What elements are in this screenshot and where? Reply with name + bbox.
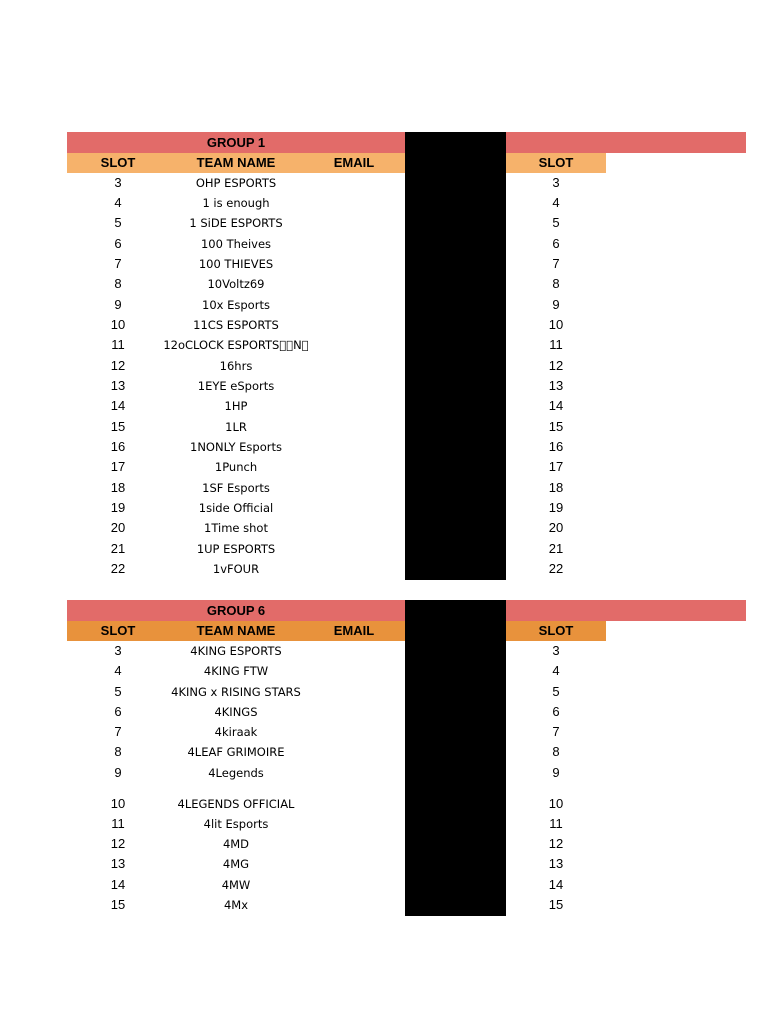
team-name-cell: 4KINGS (214, 705, 258, 719)
slot-cell: 3 (114, 175, 122, 190)
right-slot-cell: 12 (548, 358, 564, 373)
slot-cell: 15 (110, 897, 126, 912)
table-row (0, 417, 768, 437)
team-name-cell: 4Legends (208, 766, 264, 780)
right-slot-cell: 17 (548, 459, 564, 474)
team-name-cell: 4MG (222, 857, 250, 871)
team-name-cell: 4LEAF GRIMOIRE (187, 745, 285, 759)
table-row (0, 742, 768, 762)
right-slot-cell: 8 (552, 744, 560, 759)
right-slot-cell: 8 (552, 276, 560, 291)
team-name-cell: 1HP (224, 399, 248, 413)
slot-cell: 14 (110, 877, 126, 892)
right-slot-cell: 4 (552, 195, 560, 210)
right-slot-cell: 10 (548, 796, 564, 811)
table-row (0, 315, 768, 335)
slot-cell: 4 (114, 663, 122, 678)
table-row (0, 814, 768, 834)
team-name-cell: 4MW (221, 878, 251, 892)
table-row (0, 457, 768, 477)
right-slot-cell: 21 (548, 541, 564, 556)
table-row (0, 834, 768, 854)
slot-cell: 10 (110, 796, 126, 811)
group-title: GROUP 1 (206, 135, 266, 150)
table-row (0, 518, 768, 538)
table-row (0, 396, 768, 416)
table-row (0, 254, 768, 274)
table-row (0, 661, 768, 681)
column-header-row (67, 153, 405, 173)
team-name-cell: 1UP ESPORTS (196, 542, 276, 556)
table-row (0, 213, 768, 233)
team-name-cell: 11CS ESPORTS (193, 318, 279, 332)
team-name-cell: 4KING x RISING STARS (171, 685, 301, 699)
email-column-header: EMAIL (333, 155, 375, 170)
table-row (0, 295, 768, 315)
table-row (0, 875, 768, 895)
slot-cell: 12 (110, 358, 126, 373)
table-row (0, 498, 768, 518)
slot-cell: 9 (114, 297, 122, 312)
right-slot-cell: 16 (548, 439, 564, 454)
slot-cell: 19 (110, 500, 126, 515)
team-name-column-header: TEAM NAME (196, 155, 276, 170)
table-row (0, 193, 768, 213)
right-slot-cell: 12 (548, 836, 564, 851)
team-name-cell: 1NONLY Esports (190, 440, 282, 454)
team-name-cell: 1EYE eSports (197, 379, 275, 393)
column-header-row (67, 621, 405, 641)
team-name-cell: 4KING FTW (203, 664, 269, 678)
team-name-cell: 12oCLOCK ESPORTS⃞⃞N⃞ (163, 338, 309, 352)
redacted-email-block (405, 600, 506, 916)
slot-cell: 14 (110, 398, 126, 413)
table-row (0, 682, 768, 702)
table-row (0, 173, 768, 193)
slot-cell: 7 (114, 724, 122, 739)
redacted-email-block (405, 132, 506, 580)
right-slot-column-header: SLOT (506, 153, 606, 173)
slot-cell: 15 (110, 419, 126, 434)
table-row (0, 478, 768, 498)
slot-cell: 13 (110, 378, 126, 393)
right-slot-cell: 9 (552, 765, 560, 780)
table-row (0, 702, 768, 722)
slot-cell: 11 (111, 816, 125, 831)
table-row (0, 437, 768, 457)
team-name-cell: 100 Theives (200, 237, 272, 251)
team-name-cell: 1vFOUR (212, 562, 260, 576)
team-name-cell: 4Mx (223, 898, 249, 912)
slot-cell: 5 (114, 215, 122, 230)
right-slot-cell: 5 (552, 684, 560, 699)
team-name-cell: 1LR (225, 420, 247, 434)
team-name-cell: 1 SiDE ESPORTS (189, 216, 283, 230)
slot-cell: 7 (114, 256, 122, 271)
slot-cell: 22 (110, 561, 126, 576)
right-slot-cell: 14 (548, 398, 564, 413)
slot-cell: 12 (110, 836, 126, 851)
team-name-cell: 100 THIEVES (198, 257, 274, 271)
slot-cell: 11 (111, 337, 125, 352)
right-slot-cell: 3 (552, 175, 560, 190)
table-row (0, 356, 768, 376)
slot-cell: 10 (110, 317, 126, 332)
right-slot-cell: 4 (552, 663, 560, 678)
right-slot-cell: 9 (552, 297, 560, 312)
slot-cell: 13 (110, 856, 126, 871)
table-row (0, 335, 768, 355)
table-row (0, 641, 768, 661)
slot-cell: 6 (114, 236, 122, 251)
slot-cell: 16 (110, 439, 126, 454)
table-row (0, 722, 768, 742)
slot-cell: 21 (110, 541, 126, 556)
team-name-cell: 1Punch (214, 460, 258, 474)
right-slot-cell: 13 (548, 378, 564, 393)
team-name-cell: 16hrs (219, 359, 253, 373)
group-title: GROUP 6 (206, 603, 266, 618)
right-slot-cell: 7 (552, 724, 560, 739)
table-row (0, 234, 768, 254)
email-column-header: EMAIL (333, 623, 375, 638)
right-slot-cell: 15 (548, 897, 564, 912)
right-slot-cell: 13 (548, 856, 564, 871)
team-name-cell: 1side Official (198, 501, 274, 515)
right-slot-cell: 22 (548, 561, 564, 576)
table-row (0, 376, 768, 396)
slot-column-header: SLOT (100, 623, 136, 638)
right-slot-cell: 7 (552, 256, 560, 271)
team-name-cell: 4MD (222, 837, 250, 851)
right-slot-cell: 6 (552, 704, 560, 719)
right-slot-column-header: SLOT (506, 621, 606, 641)
right-slot-cell: 14 (548, 877, 564, 892)
team-name-column-header: TEAM NAME (196, 623, 276, 638)
right-slot-cell: 18 (548, 480, 564, 495)
team-name-cell: OHP ESPORTS (195, 176, 277, 190)
team-name-cell: 4LEGENDS OFFICIAL (177, 797, 295, 811)
table-row (0, 794, 768, 814)
slot-cell: 3 (114, 643, 122, 658)
right-slot-cell: 19 (548, 500, 564, 515)
right-slot-cell: 20 (548, 520, 564, 535)
slot-cell: 4 (114, 195, 122, 210)
slot-cell: 9 (114, 765, 122, 780)
team-name-cell: 1SF Esports (202, 481, 270, 495)
table-row (0, 559, 768, 579)
table-row (0, 763, 768, 783)
slot-cell: 20 (110, 520, 126, 535)
slot-cell: 5 (114, 684, 122, 699)
right-slot-cell: 5 (552, 215, 560, 230)
right-slot-cell: 11 (549, 816, 563, 831)
slot-cell: 6 (114, 704, 122, 719)
table-row (0, 895, 768, 915)
team-name-cell: 10x Esports (202, 298, 270, 312)
table-row (0, 539, 768, 559)
slot-cell: 8 (114, 744, 122, 759)
slot-cell: 8 (114, 276, 122, 291)
slot-cell: 17 (110, 459, 126, 474)
team-name-cell: 4kiraak (214, 725, 258, 739)
right-slot-cell: 15 (548, 419, 564, 434)
team-name-cell: 4KING ESPORTS (190, 644, 282, 658)
team-name-cell: 4lit Esports (203, 817, 269, 831)
right-slot-cell: 11 (549, 337, 563, 352)
right-slot-cell: 10 (548, 317, 564, 332)
team-name-cell: 1 is enough (202, 196, 270, 210)
right-slot-cell: 3 (552, 643, 560, 658)
slot-cell: 18 (110, 480, 126, 495)
table-row (0, 274, 768, 294)
right-slot-cell: 6 (552, 236, 560, 251)
team-name-cell: 10Voltz69 (207, 277, 265, 291)
slot-column-header: SLOT (100, 155, 136, 170)
table-row (0, 854, 768, 874)
team-name-cell: 1Time shot (204, 521, 268, 535)
